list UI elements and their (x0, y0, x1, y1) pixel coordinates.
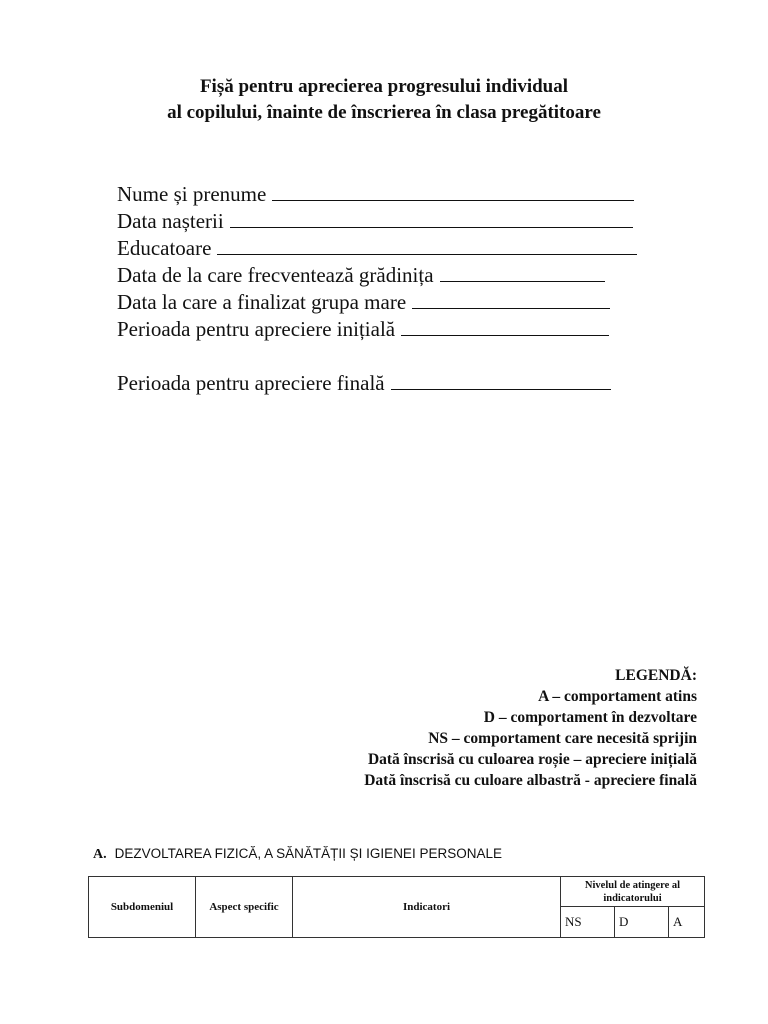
finish-date-label: Data la care a finalizat grupa mare (117, 290, 407, 314)
name-blank[interactable] (272, 182, 634, 201)
birth-date-label: Data nașterii (117, 209, 224, 233)
legend-d: D – comportament în dezvoltare (483, 709, 697, 726)
teacher-blank[interactable] (217, 236, 637, 255)
birth-date-blank[interactable] (230, 209, 633, 228)
indicators-table (88, 876, 705, 938)
level-d: D (615, 907, 669, 938)
section-heading (93, 846, 502, 863)
legend-title: LEGENDĂ: (615, 667, 697, 684)
document-title-line-2: al copilului, înainte de înscrierea în clasa pregătitoare (167, 102, 601, 123)
birth-date-field[interactable] (117, 208, 633, 234)
legend-a: A – comportament atins (538, 688, 697, 705)
initial-period-field[interactable] (117, 316, 609, 342)
document-title-line-1: Fișă pentru aprecierea progresului individual (199, 76, 569, 97)
final-period-label: Perioada pentru apreciere finală (117, 371, 385, 395)
level-a: A (669, 907, 705, 938)
header-subdomain: Subdomeniul (89, 877, 196, 938)
teacher-field[interactable] (117, 235, 637, 261)
finish-date-blank[interactable] (412, 290, 610, 309)
final-period-field[interactable] (117, 370, 611, 396)
header-level: Nivelul de atingere al indicatorului (561, 877, 705, 907)
legend (364, 665, 697, 791)
finish-date-field[interactable] (117, 289, 610, 315)
initial-period-label: Perioada pentru apreciere inițială (117, 317, 396, 341)
name-field[interactable] (117, 181, 634, 207)
legend-blue: Dată înscrisă cu culoare albastră - apreciere finală (364, 772, 697, 789)
name-label: Nume și prenume (117, 182, 267, 206)
attendance-start-blank[interactable] (440, 263, 605, 282)
legend-ns: NS – comportament care necesită sprijin (428, 730, 697, 747)
initial-period-blank[interactable] (401, 317, 609, 336)
section-letter: A. (93, 847, 107, 862)
teacher-label: Educatoare (117, 236, 212, 260)
header-aspect: Aspect specific (196, 877, 293, 938)
section-title: DEZVOLTAREA FIZICĂ, A SĂNĂTĂȚII ȘI IGIENEI PERSONALE (114, 846, 502, 861)
attendance-start-field[interactable] (117, 262, 605, 288)
legend-red: Dată înscrisă cu culoarea roșie – apreciere inițială (367, 751, 697, 768)
header-indicators: Indicatori (293, 877, 561, 938)
attendance-start-label: Data de la care frecventează grădinița (117, 263, 434, 287)
level-ns: NS (561, 907, 615, 938)
final-period-blank[interactable] (391, 371, 611, 390)
